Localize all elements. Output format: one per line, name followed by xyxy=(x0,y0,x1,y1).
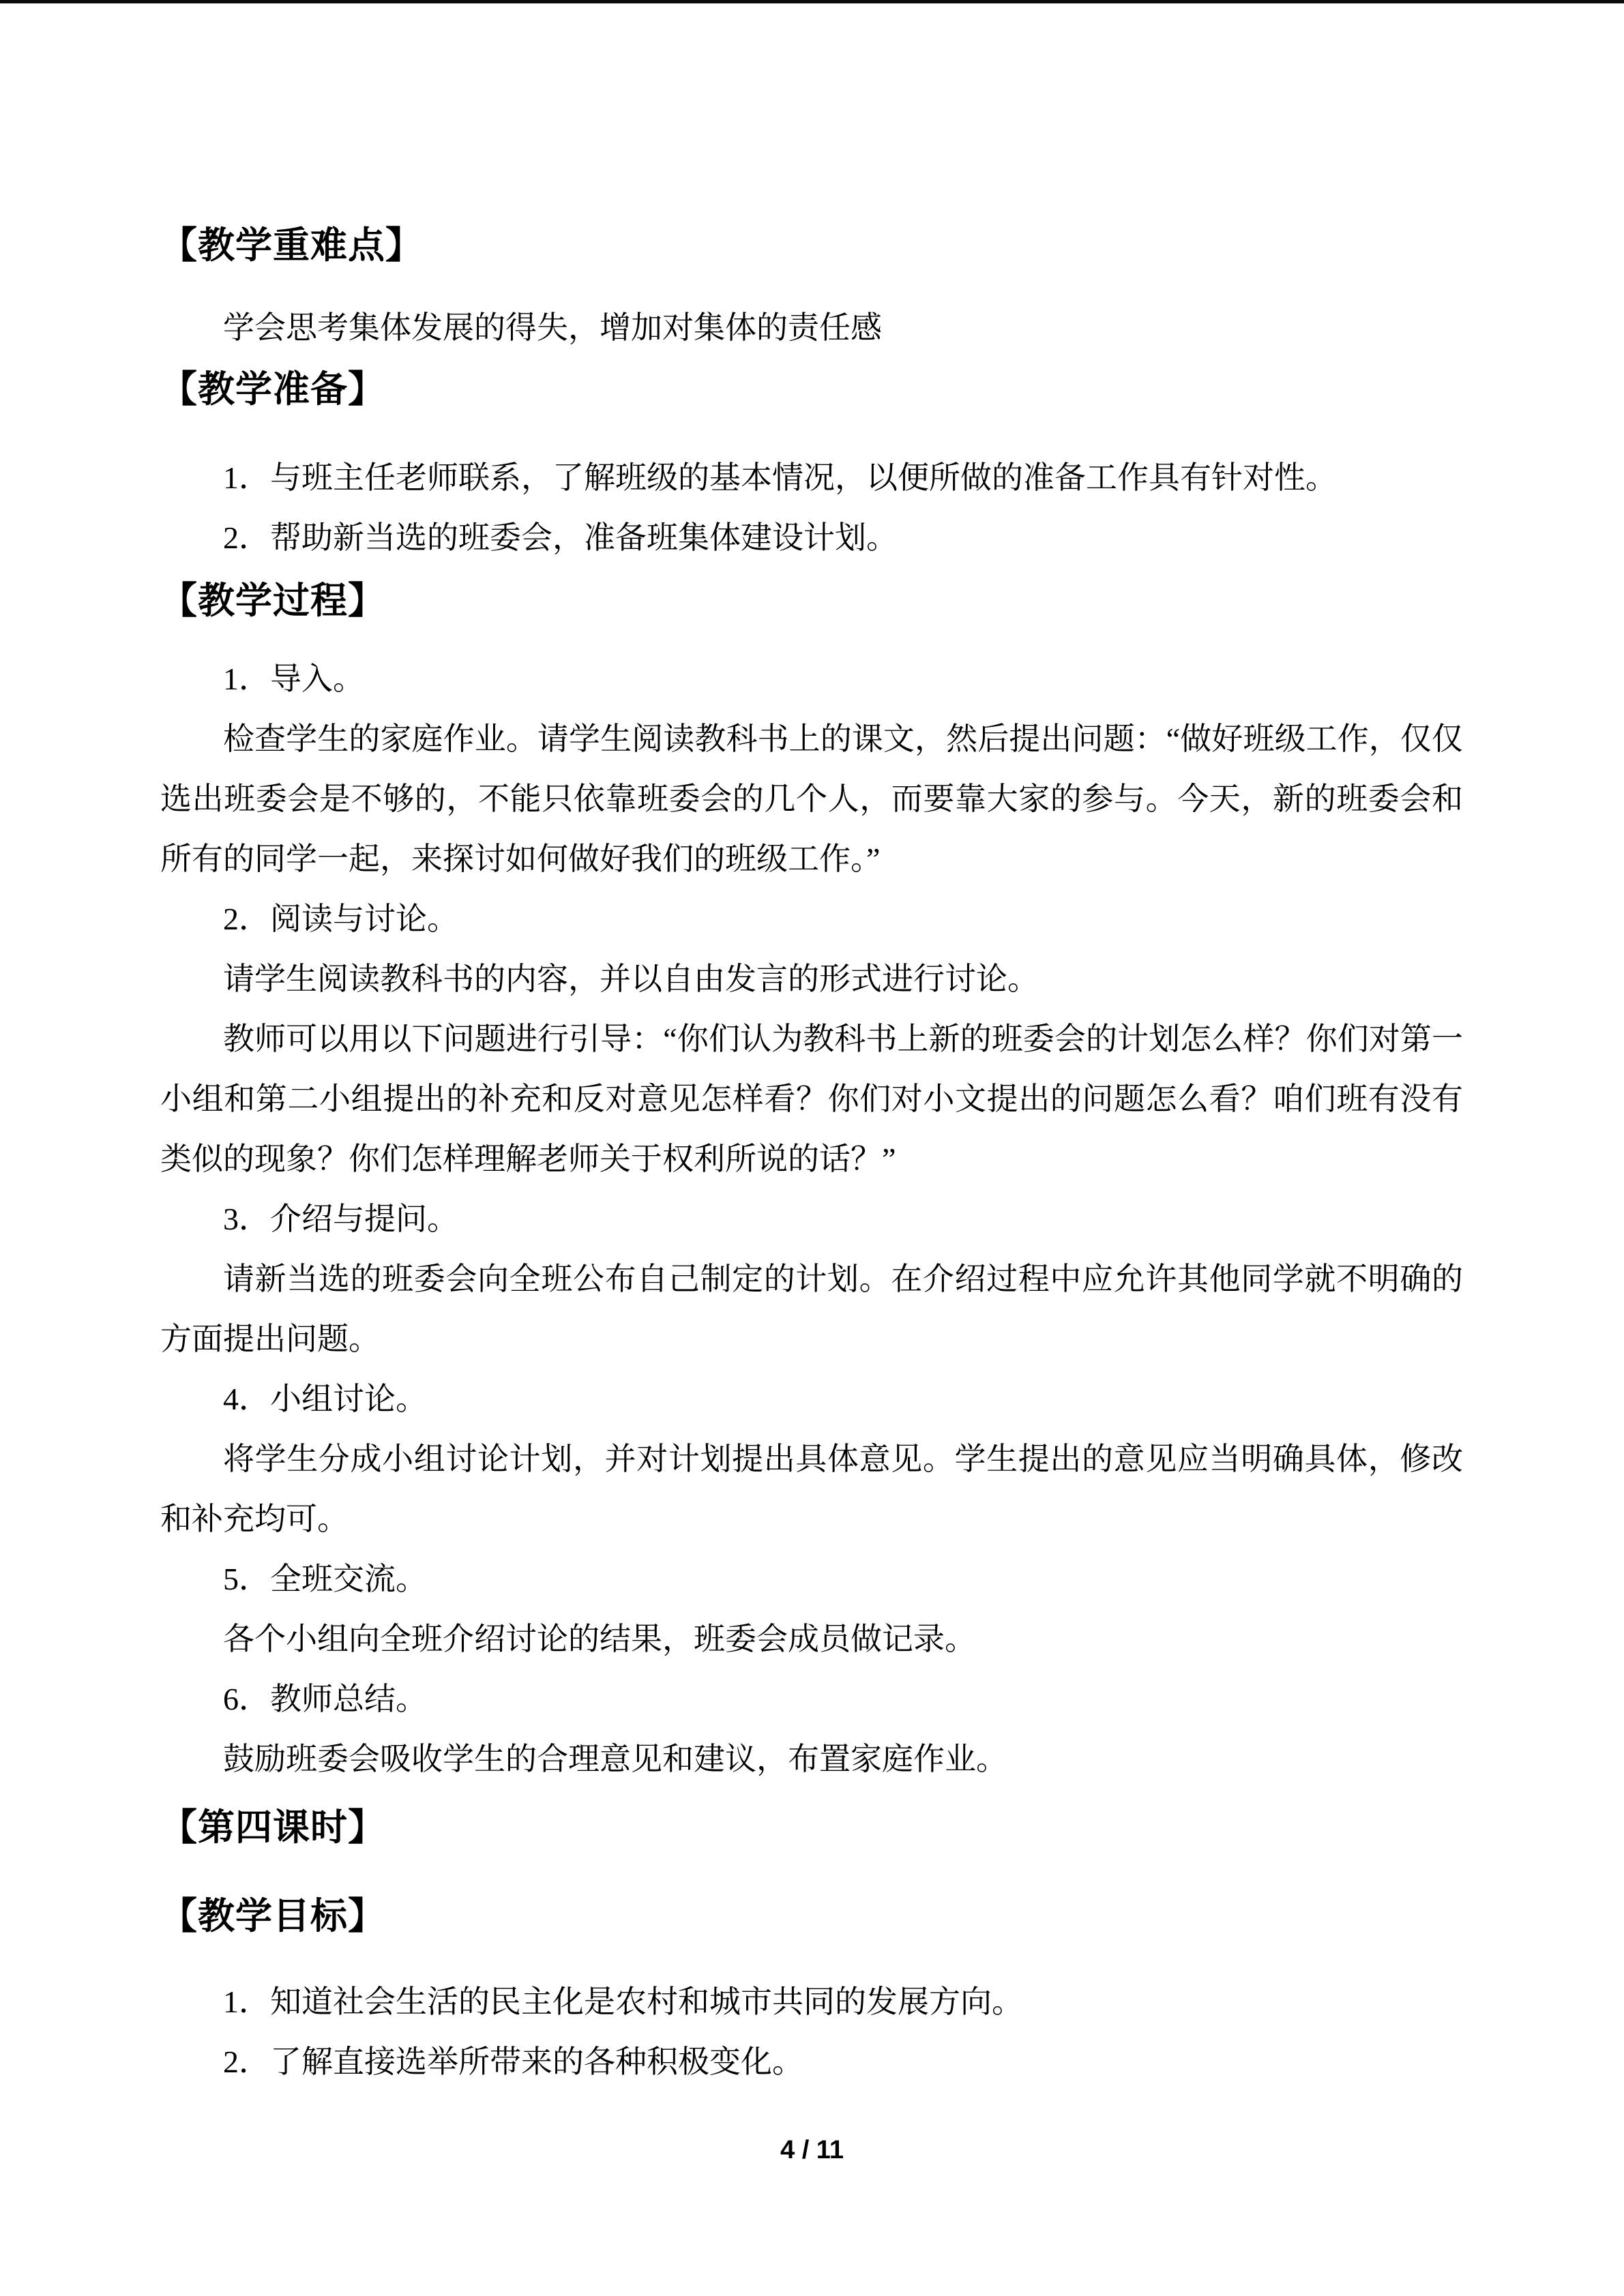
page-number-indicator: 4 / 11 xyxy=(780,2136,844,2164)
section-heading-fourth-lesson: 【第四课时】 xyxy=(160,1807,385,1848)
list-item: 1．导入。 xyxy=(223,661,364,696)
list-item: 4．小组讨论。 xyxy=(223,1382,427,1416)
section-heading-teaching-key-points: 【教学重难点】 xyxy=(160,225,423,266)
paragraph: 请学生阅读教科书的内容，并以自由发言的形式进行讨论。 xyxy=(223,961,1039,996)
paragraph: 鼓励班委会吸收学生的合理意见和建议，布置家庭作业。 xyxy=(223,1742,1007,1776)
section-heading-teaching-objectives: 【教学目标】 xyxy=(160,1896,385,1937)
list-item: 2．阅读与讨论。 xyxy=(223,901,458,936)
list-item: 2．了解直接选举所带来的各种积极变化。 xyxy=(223,2044,803,2079)
list-item: 2．帮助新当选的班委会，准备班集体建设计划。 xyxy=(223,520,898,555)
paragraph: 检查学生的家庭作业。请学生阅读教科书上的课文，然后提出问题：“做好班级工作，仅仅选出班委会是不够的，不能只依靠班委会的几个人，而要靠大家的参与。今天，新的班委会和所有的同学一起，来探讨如何做好我们的班级工作。” xyxy=(160,721,1463,876)
section-heading-teaching-process: 【教学过程】 xyxy=(160,580,385,621)
document-content xyxy=(160,0,1463,2092)
list-item: 6．教师总结。 xyxy=(223,1682,427,1716)
list-item: 1．知道社会生活的民主化是农村和城市共同的发展方向。 xyxy=(223,1984,1023,2019)
paragraph: 各个小组向全班介绍讨论的结果，班委会成员做记录。 xyxy=(223,1622,976,1656)
paragraph: 学会思考集体发展的得失，增加对集体的责任感 xyxy=(223,310,882,345)
list-item: 1．与班主任老师联系，了解班级的基本情况，以便所做的准备工作具有针对性。 xyxy=(223,460,1337,495)
paragraph: 请新当选的班委会向全班公布自己制定的计划。在介绍过程中应允许其他同学就不明确的方面提出问题。 xyxy=(160,1262,1463,1356)
paragraph: 将学生分成小组讨论计划，并对计划提出具体意见。学生提出的意见应当明确具体，修改和补充均可。 xyxy=(160,1442,1463,1536)
list-item: 5．全班交流。 xyxy=(223,1562,427,1596)
list-item: 3．介绍与提问。 xyxy=(223,1202,458,1236)
section-heading-teaching-preparation: 【教学准备】 xyxy=(160,369,385,410)
paragraph: 教师可以用以下问题进行引导：“你们认为教科书上新的班委会的计划怎么样？你们对第一小组和第二小组提出的补充和反对意见怎样看？你们对小文提出的问题怎么看？咱们班有没有类似的现象？你们怎样理解老师关于权利所说的话？” xyxy=(160,1022,1463,1176)
